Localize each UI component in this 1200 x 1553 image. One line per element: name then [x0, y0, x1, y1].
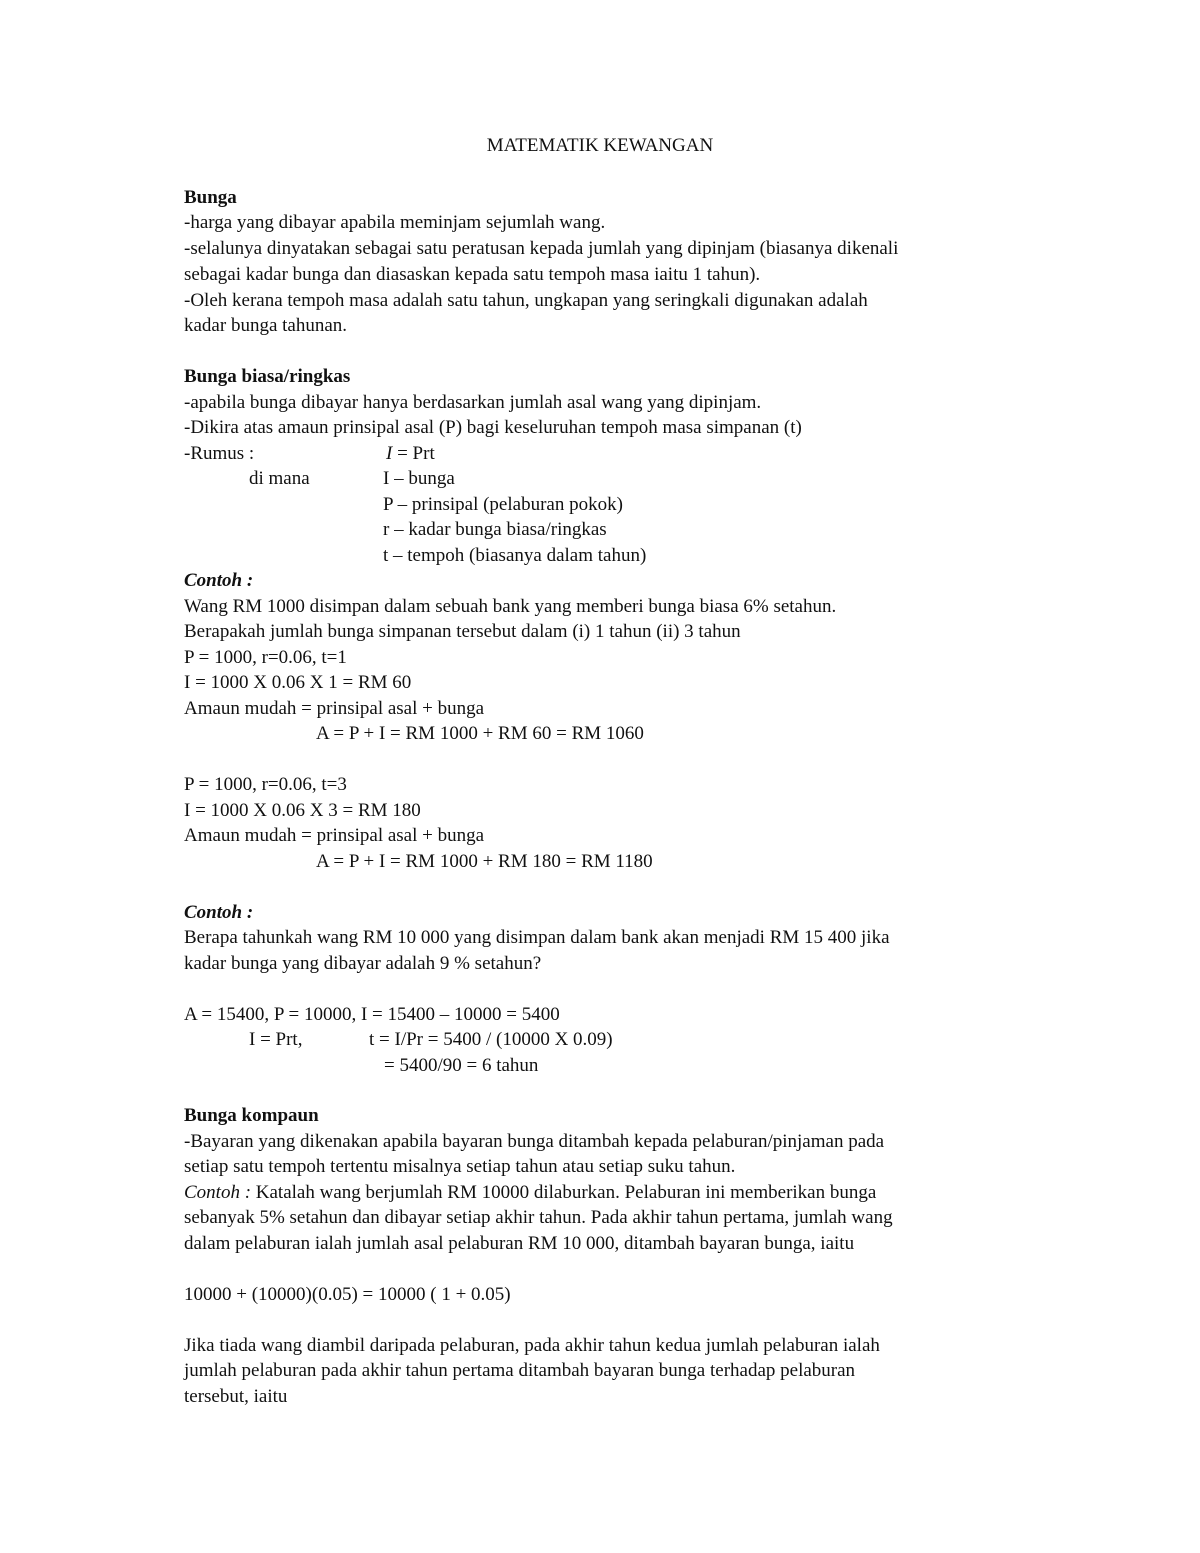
example1-label: Contoh :	[184, 570, 254, 591]
heading-bunga: Bunga	[184, 187, 237, 208]
bunga-line-1: -harga yang dibayar apabila meminjam sejumlah wang.	[184, 212, 606, 233]
example2-line-3: A = 15400, P = 10000, I = 15400 – 10000 = 5400	[184, 1004, 560, 1025]
kompaun-line-1: -Bayaran yang dikenakan apabila bayaran bunga ditambah kepada pelaburan/pinjaman pada	[184, 1131, 885, 1152]
example1-line-8: I = 1000 X 0.06 X 3 = RM 180	[184, 800, 421, 821]
bunga-line-2: -selalunya dinyatakan sebagai satu peratusan kepada jumlah yang dipinjam (biasanya dikenali	[184, 238, 899, 259]
rumus-label: -Rumus :	[184, 443, 255, 464]
definition-t: t – tempoh (biasanya dalam tahun)	[383, 545, 647, 566]
bunga-line-5: kadar bunga tahunan.	[184, 315, 348, 336]
definition-r: r – kadar bunga biasa/ringkas	[383, 519, 607, 540]
page-title: MATEMATIK KEWANGAN	[486, 135, 714, 156]
example1-line-2: Berapakah jumlah bunga simpanan tersebut dalam (i) 1 tahun (ii) 3 tahun	[184, 621, 741, 642]
example1-line-4: I = 1000 X 0.06 X 1 = RM 60	[184, 672, 412, 693]
bunga-line-3: sebagai kadar bunga dan diasaskan kepada satu tempoh masa iaitu 1 tahun).	[184, 264, 761, 285]
rumus-formula	[386, 442, 435, 466]
kompaun-line-2: setiap satu tempoh tertentu misalnya setiap tahun atau setiap suku tahun.	[184, 1156, 736, 1177]
example1-line-6: A = P + I = RM 1000 + RM 60 = RM 1060	[316, 723, 644, 744]
formula-rest: = Prt	[392, 443, 435, 464]
biasa-line-2: -Dikira atas amaun prinsipal asal (P) bagi keseluruhan tempoh masa simpanan (t)	[184, 417, 802, 438]
definition-i: I – bunga	[383, 468, 455, 489]
dimana-label: di mana	[249, 468, 310, 489]
example2-line-5: t = I/Pr = 5400 / (10000 X 0.09)	[369, 1029, 613, 1050]
kompaun-contoh-line-3: dalam pelaburan ialah jumlah asal pelaburan RM 10 000, ditambah bayaran bunga, iaitu	[184, 1233, 855, 1254]
example1-line-1: Wang RM 1000 disimpan dalam sebuah bank yang memberi bunga biasa 6% setahun.	[184, 596, 837, 617]
example1-line-3: P = 1000, r=0.06, t=1	[184, 647, 347, 668]
heading-bunga-biasa: Bunga biasa/ringkas	[184, 366, 351, 387]
kompaun-closing-3: tersebut, iaitu	[184, 1386, 288, 1407]
kompaun-contoh-text: Katalah wang berjumlah RM 10000 dilaburkan. Pelaburan ini memberikan bunga	[251, 1182, 877, 1203]
example2-label: Contoh :	[184, 902, 254, 923]
example1-line-9: Amaun mudah = prinsipal asal + bunga	[184, 825, 485, 846]
definition-p: P – prinsipal (pelaburan pokok)	[383, 494, 623, 515]
example1-line-10: A = P + I = RM 1000 + RM 180 = RM 1180	[316, 851, 653, 872]
example2-line-2: kadar bunga yang dibayar adalah 9 % setahun?	[184, 953, 542, 974]
kompaun-contoh-line-2: sebanyak 5% setahun dan dibayar setiap akhir tahun. Pada akhir tahun pertama, jumlah wang	[184, 1207, 893, 1228]
formula-i: I	[386, 443, 393, 464]
example2-line-4: I = Prt,	[249, 1029, 303, 1050]
biasa-line-1: -apabila bunga dibayar hanya berdasarkan jumlah asal wang yang dipinjam.	[184, 392, 762, 413]
kompaun-closing-1: Jika tiada wang diambil daripada pelaburan, pada akhir tahun kedua jumlah pelaburan ialah	[184, 1335, 880, 1356]
heading-bunga-kompaun: Bunga kompaun	[184, 1105, 319, 1126]
example1-line-5: Amaun mudah = prinsipal asal + bunga	[184, 698, 485, 719]
kompaun-contoh-label: Contoh :	[184, 1182, 252, 1203]
example2-line-1: Berapa tahunkah wang RM 10 000 yang disimpan dalam bank akan menjadi RM 15 400 jika	[184, 927, 890, 948]
kompaun-contoh-line	[184, 1181, 876, 1205]
kompaun-equation: 10000 + (10000)(0.05) = 10000 ( 1 + 0.05)	[184, 1284, 511, 1305]
kompaun-closing-2: jumlah pelaburan pada akhir tahun pertama ditambah bayaran bunga terhadap pelaburan	[184, 1360, 856, 1381]
bunga-line-4: -Oleh kerana tempoh masa adalah satu tahun, ungkapan yang seringkali digunakan adalah	[184, 290, 868, 311]
example1-line-7: P = 1000, r=0.06, t=3	[184, 774, 347, 795]
example2-line-6: = 5400/90 = 6 tahun	[384, 1055, 539, 1076]
